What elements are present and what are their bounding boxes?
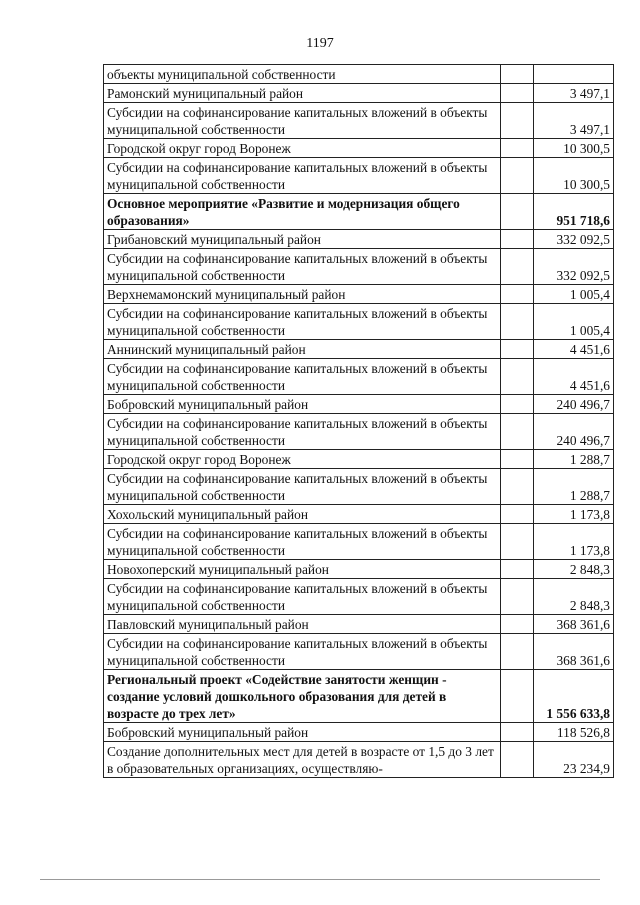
table-row (104, 524, 614, 560)
row-code-cell (501, 723, 534, 742)
table-row (104, 230, 614, 249)
row-amount-cell: 1 288,7 (534, 450, 614, 469)
row-amount-cell: 332 092,5 (534, 230, 614, 249)
row-code-cell (501, 230, 534, 249)
row-amount-cell (534, 65, 614, 84)
row-code-cell (501, 742, 534, 778)
row-name-cell: Основное мероприятие «Развитие и модернизация общего образования» (104, 194, 501, 230)
row-code-cell (501, 139, 534, 158)
row-code-cell (501, 450, 534, 469)
row-amount-cell: 2 848,3 (534, 560, 614, 579)
row-amount-cell: 240 496,7 (534, 414, 614, 450)
row-name-cell: Субсидии на софинансирование капитальных вложений в объекты муниципальной собственности (104, 103, 501, 139)
table-row (104, 340, 614, 359)
table-row (104, 450, 614, 469)
table-row (104, 634, 614, 670)
row-amount-cell: 23 234,9 (534, 742, 614, 778)
row-amount-cell: 332 092,5 (534, 249, 614, 285)
row-name-cell: Субсидии на софинансирование капитальных вложений в объекты муниципальной собственности (104, 469, 501, 505)
row-name-cell: Хохольский муниципальный район (104, 505, 501, 524)
row-code-cell (501, 505, 534, 524)
row-name-cell: объекты муниципальной собственности (104, 65, 501, 84)
table-row (104, 560, 614, 579)
table-row (104, 615, 614, 634)
table-row (104, 65, 614, 84)
row-amount-cell: 3 497,1 (534, 103, 614, 139)
table-row (104, 285, 614, 304)
table-row (104, 304, 614, 340)
page-bottom-rule (40, 879, 600, 880)
row-name-cell: Павловский муниципальный район (104, 615, 501, 634)
row-amount-cell: 1 288,7 (534, 469, 614, 505)
row-amount-cell: 1 173,8 (534, 524, 614, 560)
row-name-cell: Городской округ город Воронеж (104, 450, 501, 469)
row-amount-cell: 368 361,6 (534, 634, 614, 670)
row-amount-cell: 4 451,6 (534, 340, 614, 359)
row-amount-cell: 4 451,6 (534, 359, 614, 395)
page-number: 1197 (306, 36, 334, 51)
row-name-cell: Грибановский муниципальный район (104, 230, 501, 249)
row-code-cell (501, 194, 534, 230)
table-row (104, 395, 614, 414)
table-row (104, 103, 614, 139)
row-name-cell: Субсидии на софинансирование капитальных вложений в объекты муниципальной собственности (104, 414, 501, 450)
row-name-cell: Рамонский муниципальный район (104, 84, 501, 103)
row-amount-cell: 1 173,8 (534, 505, 614, 524)
row-code-cell (501, 249, 534, 285)
row-code-cell (501, 395, 534, 414)
row-name-cell: Бобровский муниципальный район (104, 395, 501, 414)
row-code-cell (501, 158, 534, 194)
table-row (104, 359, 614, 395)
table-row (104, 84, 614, 103)
row-amount-cell: 10 300,5 (534, 158, 614, 194)
row-name-cell: Городской округ город Воронеж (104, 139, 501, 158)
row-code-cell (501, 414, 534, 450)
row-amount-cell: 1 005,4 (534, 304, 614, 340)
table-row (104, 670, 614, 723)
row-name-cell: Новохоперский муниципальный район (104, 560, 501, 579)
table-row (104, 742, 614, 778)
row-code-cell (501, 285, 534, 304)
row-code-cell (501, 634, 534, 670)
row-code-cell (501, 524, 534, 560)
row-name-cell: Субсидии на софинансирование капитальных вложений в объекты муниципальной собственности (104, 359, 501, 395)
row-code-cell (501, 359, 534, 395)
table-row (104, 414, 614, 450)
row-amount-cell: 10 300,5 (534, 139, 614, 158)
row-name-cell: Создание дополнительных мест для детей в возрасте от 1,5 до 3 лет в образовательных организациях, осуществляю- (104, 742, 501, 778)
table-row (104, 505, 614, 524)
row-code-cell (501, 615, 534, 634)
row-amount-cell: 3 497,1 (534, 84, 614, 103)
budget-table (103, 64, 614, 778)
row-name-cell: Субсидии на софинансирование капитальных вложений в объекты муниципальной собственности (104, 158, 501, 194)
row-code-cell (501, 560, 534, 579)
row-code-cell (501, 103, 534, 139)
table-row (104, 249, 614, 285)
row-amount-cell: 1 556 633,8 (534, 670, 614, 723)
row-amount-cell: 2 848,3 (534, 579, 614, 615)
row-name-cell: Субсидии на софинансирование капитальных вложений в объекты муниципальной собственности (104, 634, 501, 670)
row-amount-cell: 240 496,7 (534, 395, 614, 414)
row-name-cell: Субсидии на софинансирование капитальных вложений в объекты муниципальной собственности (104, 304, 501, 340)
table-row (104, 139, 614, 158)
row-amount-cell: 118 526,8 (534, 723, 614, 742)
row-name-cell: Бобровский муниципальный район (104, 723, 501, 742)
row-name-cell: Субсидии на софинансирование капитальных вложений в объекты муниципальной собственности (104, 249, 501, 285)
table-row (104, 579, 614, 615)
row-code-cell (501, 670, 534, 723)
table-row (104, 469, 614, 505)
row-name-cell: Верхнемамонский муниципальный район (104, 285, 501, 304)
table-row (104, 723, 614, 742)
table-row (104, 194, 614, 230)
row-amount-cell: 368 361,6 (534, 615, 614, 634)
row-code-cell (501, 65, 534, 84)
row-name-cell: Субсидии на софинансирование капитальных вложений в объекты муниципальной собственности (104, 524, 501, 560)
row-name-cell: Субсидии на софинансирование капитальных вложений в объекты муниципальной собственности (104, 579, 501, 615)
row-code-cell (501, 469, 534, 505)
row-code-cell (501, 340, 534, 359)
row-amount-cell: 951 718,6 (534, 194, 614, 230)
row-name-cell: Аннинский муниципальный район (104, 340, 501, 359)
row-code-cell (501, 579, 534, 615)
table-row (104, 158, 614, 194)
row-code-cell (501, 304, 534, 340)
budget-table-body (104, 65, 614, 778)
row-amount-cell: 1 005,4 (534, 285, 614, 304)
row-code-cell (501, 84, 534, 103)
row-name-cell: Региональный проект «Содействие занятости женщин - создание условий дошкольного образования для детей в возрасте до трех лет» (104, 670, 501, 723)
